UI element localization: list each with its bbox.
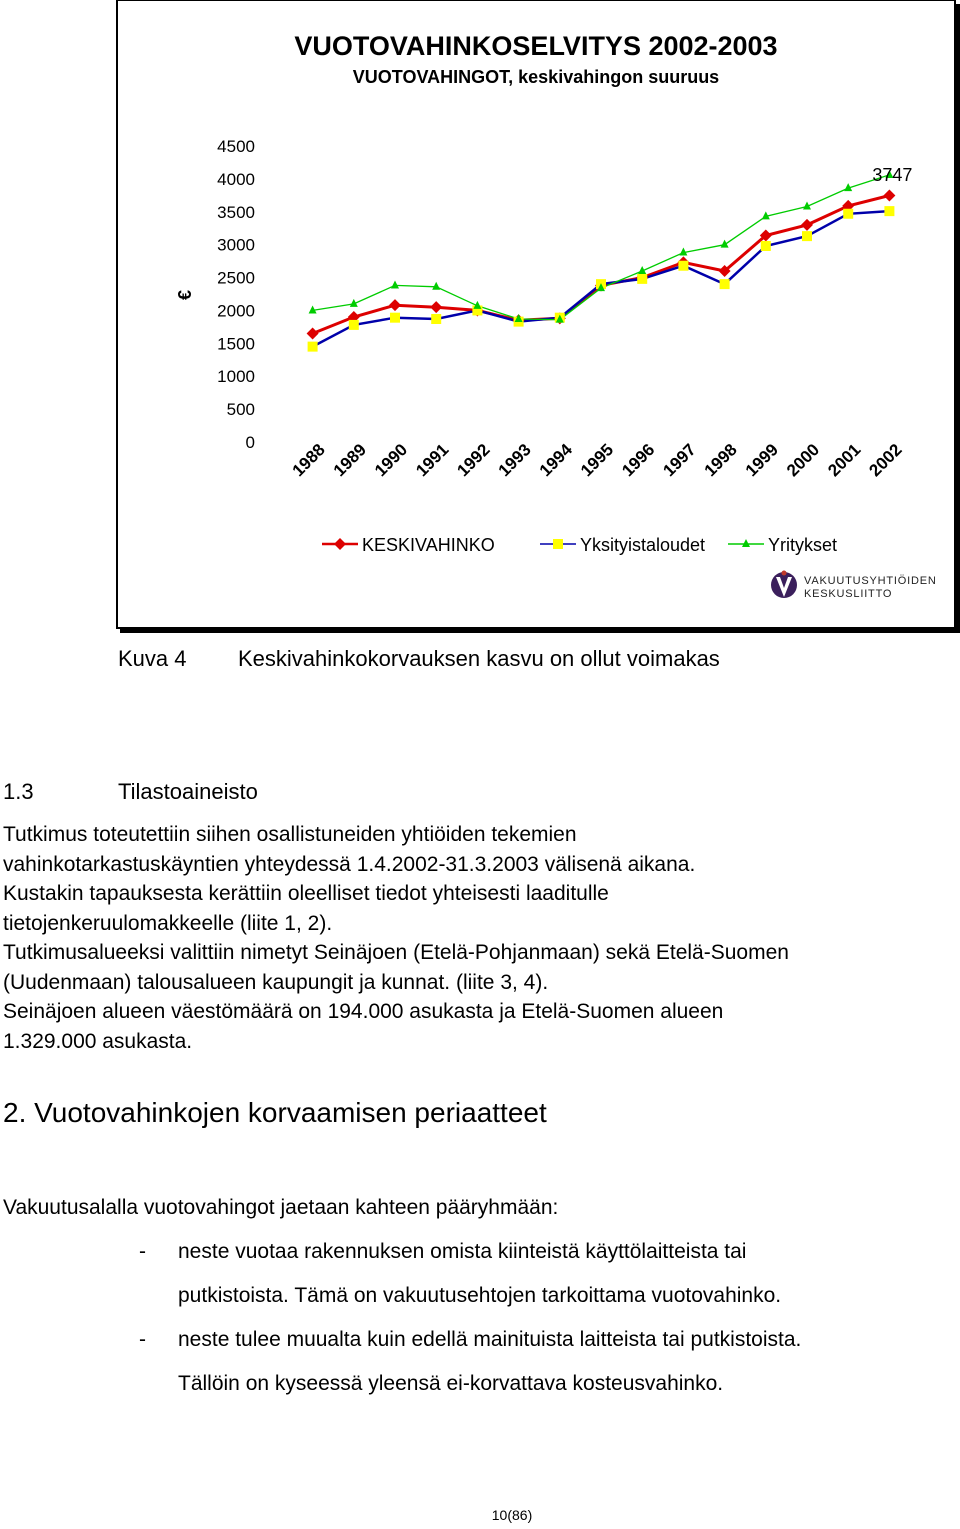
x-tick-label: 1996	[618, 440, 659, 481]
data-label: 3747	[872, 165, 913, 185]
legend-marker	[742, 539, 750, 547]
bullet-dash: -	[139, 1240, 146, 1263]
figure-caption-text: Keskivahinkokorvauksen kasvu on ollut voimakas	[238, 646, 720, 671]
x-tick-label: 1999	[741, 440, 783, 481]
bullet-item	[178, 1230, 938, 1318]
data-point	[761, 241, 771, 251]
bullet-line: putkistoista. Tämä on vakuutusehtojen tarkoittama vuotovahinko.	[178, 1284, 782, 1307]
x-tick-label: 1990	[371, 440, 412, 481]
y-tick-label: 2500	[217, 268, 255, 288]
y-tick-label: 2000	[217, 301, 255, 321]
data-point	[432, 282, 440, 290]
page-number: 10(86)	[491, 1507, 533, 1523]
x-tick-label: 2000	[783, 440, 824, 481]
data-point	[720, 279, 730, 289]
data-point	[307, 327, 319, 339]
paragraph-line: Tutkimusalueeksi valittiin nimetyt Seinäjoen (Etelä-Pohjanmaan) sekä Etelä-Suomen	[3, 941, 789, 964]
paragraph-line: tietojenkeruulomakkeelle (liite 1, 2).	[3, 911, 333, 935]
data-point	[843, 209, 853, 219]
paragraph-line: Kustakin tapauksesta kerättiin oleelliset tiedot yhteisesti laaditulle	[3, 882, 609, 905]
chapter-heading: 2. Vuotovahinkojen korvaamisen periaatteet	[3, 1097, 547, 1128]
legend-marker	[334, 538, 346, 550]
x-tick-label: 1991	[412, 440, 453, 481]
x-tick-label: 1995	[577, 440, 618, 481]
y-tick-label: 3000	[217, 235, 255, 255]
figure-caption-label: Kuva 4	[118, 646, 187, 671]
x-tick-label: 1994	[535, 440, 577, 481]
x-tick-label: 1997	[659, 440, 700, 481]
paragraph-line: Tutkimus toteutettiin siihen osallistuneiden yhtiöiden tekemien	[3, 823, 577, 846]
bullet-line: Tällöin on kyseessä yleensä ei-korvattava kosteusvahinko.	[178, 1372, 724, 1395]
data-point	[637, 274, 647, 284]
data-point	[883, 190, 895, 202]
chart-frame	[116, 0, 956, 629]
intro-text: Vakuutusalalla vuotovahingot jaetaan kahteen pääryhmään:	[3, 1196, 559, 1219]
legend-label: KESKIVAHINKO	[362, 535, 495, 555]
x-tick-label: 1992	[453, 440, 494, 481]
data-point	[884, 206, 894, 216]
section-number: 1.3	[3, 779, 34, 804]
chart-title: VUOTOVAHINKOSELVITYS 2002-2003	[294, 31, 778, 61]
series-line-yritykset	[313, 175, 890, 320]
data-point	[308, 342, 318, 352]
line-chart	[118, 1, 954, 627]
y-axis-label: €	[175, 289, 195, 301]
bullet-line: neste tulee muualta kuin edellä mainituista laitteista tai putkistoista.	[178, 1328, 802, 1351]
x-tick-label: 1988	[288, 440, 329, 481]
data-point	[389, 299, 401, 311]
data-point	[721, 240, 729, 248]
y-tick-label: 3500	[217, 202, 255, 222]
y-tick-label: 4000	[217, 169, 255, 189]
x-tick-label: 2002	[865, 440, 906, 481]
y-tick-label: 1500	[217, 334, 255, 354]
logo-line2: Keskusliitto	[804, 588, 893, 600]
paragraph-line: vahinkotarkastuskäyntien yhteydessä 1.4.2002-31.3.2003 välisenä aikana.	[3, 852, 696, 876]
section-heading: Tilastoaineisto	[118, 779, 258, 804]
bullet-line: neste vuotaa rakennuksen omista kiinteistä käyttölaitteista tai	[178, 1240, 747, 1263]
logo-line1: Vakuutusyhtiöiden	[804, 575, 937, 587]
vakuutusyhtioiden-keskusliitto-logo	[768, 567, 948, 607]
chart-subtitle: VUOTOVAHINGOT, keskivahingon suuruus	[352, 67, 720, 87]
data-point	[390, 313, 400, 323]
y-tick-label: 500	[226, 400, 255, 420]
data-point	[802, 231, 812, 241]
paragraph-line: 1.329.000 asukasta.	[3, 1029, 193, 1053]
y-tick-label: 0	[245, 433, 255, 452]
x-tick-label: 1989	[329, 440, 371, 481]
x-tick-label: 1998	[700, 440, 741, 481]
paragraph-line: (Uudenmaan) talousalueen kaupungit ja kunnat. (liite 3, 4).	[3, 970, 549, 994]
data-point	[430, 301, 442, 313]
paragraph-line: Seinäjoen alueen väestömäärä on 194.000 asukasta ja Etelä-Suomen alueen	[3, 1000, 724, 1023]
y-tick-label: 4500	[217, 137, 255, 156]
legend-label: Yritykset	[768, 535, 838, 555]
data-point	[678, 261, 688, 271]
data-point	[349, 320, 359, 330]
data-point	[801, 219, 813, 231]
bullet-dash: -	[139, 1328, 146, 1351]
legend-marker	[553, 539, 563, 549]
data-point	[391, 280, 399, 288]
x-tick-label: 1993	[494, 440, 535, 481]
data-point	[431, 314, 441, 324]
y-tick-label: 1000	[217, 367, 255, 387]
legend-label: Yksityistaloudet	[580, 535, 706, 555]
x-tick-label: 2001	[824, 440, 865, 481]
bullet-item	[178, 1318, 938, 1406]
